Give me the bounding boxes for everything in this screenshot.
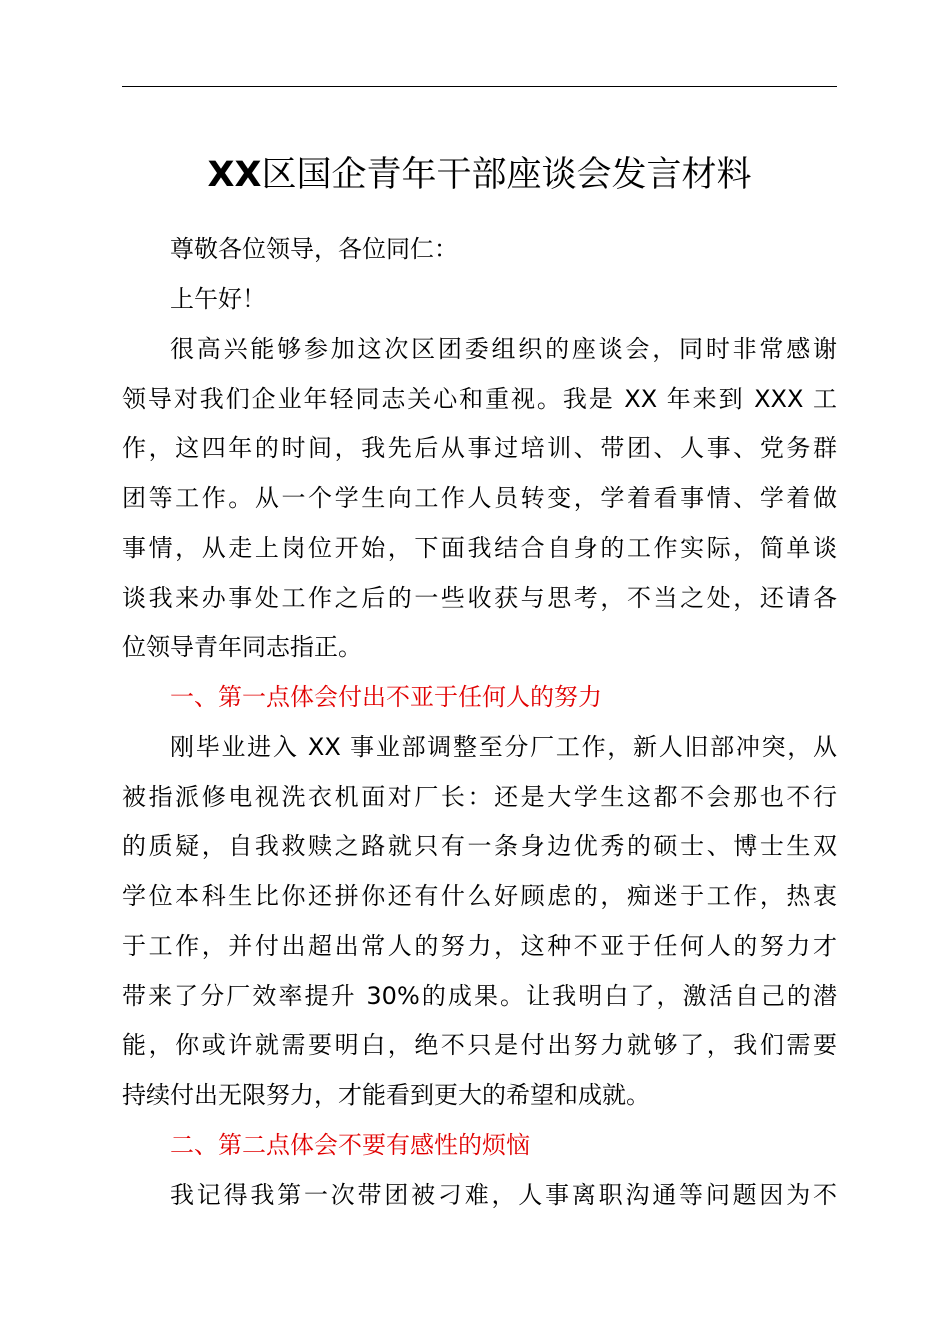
section1-line: 的质疑，自我救赎之路就只有一条身边优秀的硕士、博士生双 <box>122 832 837 860</box>
section-heading-1: 一、第一点体会付出不亚于任何人的努力 <box>170 683 602 711</box>
section-heading-2: 二、第二点体会不要有感性的烦恼 <box>170 1131 530 1159</box>
morning-greeting: 上午好！ <box>170 285 266 313</box>
document-title <box>122 148 837 202</box>
intro-line: 作，这四年的时间，我先后从事过培训、带团、人事、党务群 <box>122 434 837 462</box>
section1-line: 带来了分厂效率提升 30%的成果。让我明白了，激活自己的潜 <box>122 982 837 1010</box>
section1-line: 于工作，并付出超出常人的努力，这种不亚于任何人的努力才 <box>122 932 837 960</box>
intro-line: 团等工作。从一个学生向工作人员转变，学着看事情、学着做 <box>122 484 837 512</box>
greeting: 尊敬各位领导，各位同仁： <box>170 235 458 263</box>
header-rule <box>122 86 837 87</box>
section1-line: 被指派修电视洗衣机面对厂长：还是大学生这都不会那也不行 <box>122 783 837 811</box>
title-text: 区国企青年干部座谈会发言材料 <box>261 155 752 195</box>
intro-line: 领导对我们企业年轻同志关心和重视。我是 XX 年来到 XXX 工 <box>122 385 837 413</box>
intro-line: 位领导青年同志指正。 <box>122 633 362 661</box>
title-prefix: XX <box>207 155 262 195</box>
section1-line: 持续付出无限努力，才能看到更大的希望和成就。 <box>122 1081 650 1109</box>
intro-line: 很高兴能够参加这次区团委组织的座谈会，同时非常感谢 <box>170 335 837 363</box>
section1-line: 学位本科生比你还拼你还有什么好顾虑的，痴迷于工作，热衷 <box>122 882 837 910</box>
intro-line: 谈我来办事处工作之后的一些收获与思考，不当之处，还请各 <box>122 584 837 612</box>
section1-line: 刚毕业进入 XX 事业部调整至分厂工作，新人旧部冲突，从 <box>170 733 837 761</box>
intro-line: 事情，从走上岗位开始，下面我结合自身的工作实际，简单谈 <box>122 534 837 562</box>
section1-line: 能，你或许就需要明白，绝不只是付出努力就够了，我们需要 <box>122 1031 837 1059</box>
section2-line: 我记得我第一次带团被刁难，人事离职沟通等问题因为不 <box>170 1181 837 1209</box>
